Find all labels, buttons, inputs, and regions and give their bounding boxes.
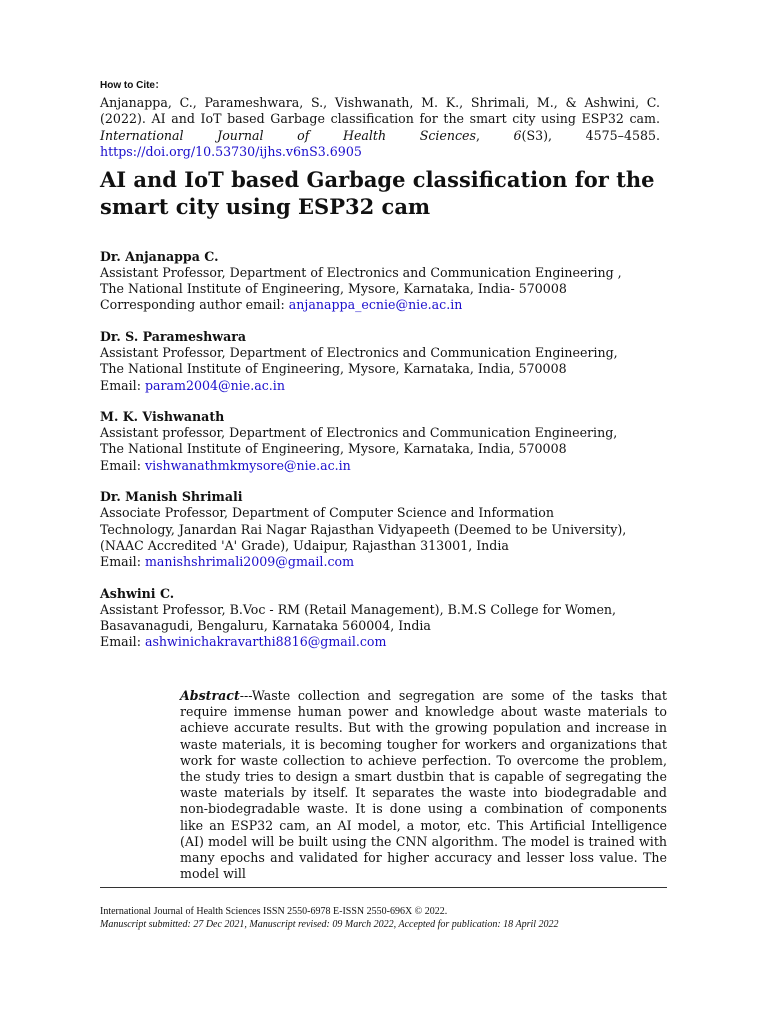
author-email-line xyxy=(100,554,680,570)
how-to-cite-label: How to Cite xyxy=(100,80,155,91)
page-footer xyxy=(100,905,670,931)
author-affiliation-line: The National Institute of Engineering, Mysore, Karnataka, India, 570008 xyxy=(100,441,567,457)
author-email-label: Email: xyxy=(100,377,145,393)
author-email-label: Email: xyxy=(100,457,145,473)
citation-sep: , xyxy=(475,127,514,143)
author-block xyxy=(100,409,680,474)
author-affiliation-line: (NAAC Accredited 'A' Grade), Udaipur, Rajasthan 313001, India xyxy=(100,537,509,553)
how-to-cite-colon: : xyxy=(155,76,160,91)
abstract-label: Abstract xyxy=(180,688,240,703)
how-to-cite xyxy=(100,76,660,161)
citation-authors-title: Anjanappa, C., Parameshwara, S., Vishwanath, M. K., Shrimali, M., & Ashwini, C. (2022). AI and IoT based Garbage classification for the smart city using ESP32 cam. xyxy=(100,94,660,126)
author-email-label: Email: xyxy=(100,634,145,650)
footer-manuscript-line: Manuscript submitted: 27 Dec 2021, Manuscript revised: 09 March 2022, Accepted for publication: 18 April 2022 xyxy=(100,919,559,930)
author-email-link[interactable]: param2004@nie.ac.in xyxy=(144,377,285,393)
author-name: M. K. Vishwanath xyxy=(100,409,225,425)
author-email-link[interactable]: manishshrimali2009@gmail.com xyxy=(144,553,355,569)
author-affiliation-line: Associate Professor, Department of Computer Science and Information xyxy=(100,505,554,521)
author-email-line xyxy=(100,634,680,650)
author-email-line xyxy=(100,458,680,474)
author-affiliation-line: Assistant professor, Department of Electronics and Communication Engineering, xyxy=(100,425,618,441)
author-affiliation-line: Basavanagudi, Bengaluru, Karnataka 560004, India xyxy=(100,617,431,633)
citation-issue-pages: (S3), 4575–4585. xyxy=(521,127,661,143)
citation-journal: International Journal of Health Sciences xyxy=(100,127,476,143)
paper-title: AI and IoT based Garbage classification for the smart city using ESP32 cam xyxy=(100,167,655,219)
author-block xyxy=(100,329,680,394)
author-affiliation-line: Assistant Professor, B.Voc - RM (Retail Management), B.M.S College for Women, xyxy=(100,601,617,617)
author-name: Dr. S. Parameshwara xyxy=(100,329,247,345)
doi-link[interactable]: https://doi.org/10.53730/ijhs.v6nS3.6905 xyxy=(100,144,362,159)
author-list xyxy=(100,249,680,666)
author-block xyxy=(100,249,680,314)
author-block xyxy=(100,489,680,570)
citation-text xyxy=(100,95,660,161)
author-affiliation-line: Assistant Professor, Department of Electronics and Communication Engineering , xyxy=(100,265,622,280)
author-affiliation-line: The National Institute of Engineering, Mysore, Karnataka, India- 570008 xyxy=(100,281,567,297)
author-email-link[interactable]: anjanappa_ecnie@nie.ac.in xyxy=(288,297,463,313)
author-name: Dr. Anjanappa C. xyxy=(100,249,219,264)
citation-volume: 6 xyxy=(513,127,522,143)
author-email-link[interactable]: ashwinichakravarthi8816@gmail.com xyxy=(144,634,387,650)
author-name: Ashwini C. xyxy=(100,585,175,601)
footer-journal-line: International Journal of Health Sciences ISSN 2550-6978 E-ISSN 2550-696X © 2022. xyxy=(100,906,448,917)
abstract xyxy=(180,688,667,882)
author-block xyxy=(100,586,680,651)
footer-divider xyxy=(100,887,667,888)
author-affiliation-line: Assistant Professor, Department of Electronics and Communication Engineering, xyxy=(100,345,618,361)
author-email-link[interactable]: vishwanathmkmysore@nie.ac.in xyxy=(144,457,351,473)
author-affiliation-line: The National Institute of Engineering, Mysore, Karnataka, India, 570008 xyxy=(100,361,567,377)
author-email-line xyxy=(100,297,680,313)
author-affiliation-line: Technology, Janardan Rai Nagar Rajasthan Vidyapeeth (Deemed to be University), xyxy=(100,521,627,537)
author-email-label: Email: xyxy=(100,553,145,569)
abstract-text: ---Waste collection and segregation are some of the tasks that require immense human power and knowledge about waste materials to achieve accurate results. But with the growing population and increase in waste materials, it is becoming tougher for workers and organizations that work for waste collection to achieve perfection. To overcome the problem, the study tries to design a smart dustbin that is capable of segregating the waste materials by itself. It separates the waste into biodegradable and non-biodegradable waste. It is done using a combination of components like an ESP32 cam, an AI model, a motor, etc. This Artificial Intelligence (AI) model will be built using the CNN algorithm. The model is trained with many epochs and validated for higher accuracy and lesser loss value. The model will xyxy=(180,688,667,882)
author-name: Dr. Manish Shrimali xyxy=(100,489,243,505)
author-email-line xyxy=(100,378,680,394)
author-email-label: Corresponding author email: xyxy=(100,297,289,313)
